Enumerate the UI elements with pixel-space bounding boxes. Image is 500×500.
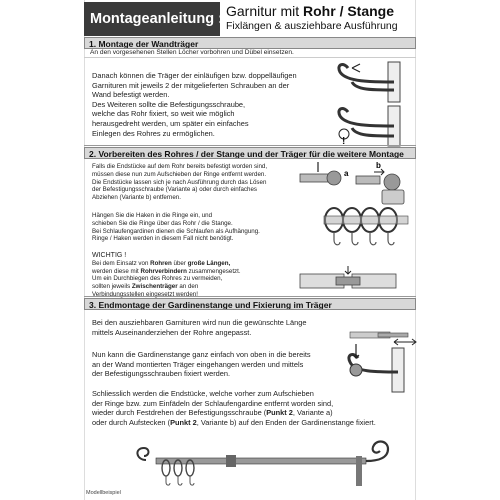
text-line: Schliesslich werden die Endstücke, welche vorher zum Aufschieben	[92, 389, 314, 398]
text-line: Garnituren mit jeweils 2 der mitgelieferten Schrauben an der	[92, 80, 290, 90]
text-bold: Zwischenträger	[131, 283, 178, 291]
wall-bracket-illustration	[332, 60, 412, 150]
text-line: Einlegen des Rohres zu ermöglichen.	[92, 128, 215, 138]
variant-a-label: a	[344, 169, 349, 178]
header	[84, 2, 416, 36]
text-line: schieben Sie die Ringe über das Rohr / die Stange.	[92, 219, 233, 227]
text-line	[92, 418, 376, 428]
text-line: Danach können die Träger der einläufigen bzw. doppelläufigen	[92, 71, 297, 80]
section2-heading: 2. Vorbereiten des Rohres / der Stange und der Träger für die weitere Montage	[84, 147, 416, 159]
subtitle-prefix: Garnitur mit	[226, 3, 304, 19]
warning-box	[92, 252, 241, 299]
section2-paragraph2	[92, 212, 260, 243]
warning-line4	[92, 283, 241, 291]
text-line: müssen diese nun zum Aufschieben der Ringe entfernt werden.	[92, 170, 267, 178]
text-span: werden diese mit	[92, 267, 141, 275]
text-span: an den	[177, 283, 199, 291]
text-span: , Variante b) auf den Enden der Gardinenstange fixiert.	[196, 417, 376, 427]
text-line: der Ringe bzw. zum Einfädeln der Schlaufengardine entfernt worden sind,	[92, 398, 334, 408]
text-span: sollten jeweils	[92, 283, 132, 291]
section3-heading: 3. Endmontage der Gardinenstange und Fixierung im Träger	[84, 298, 416, 310]
text-line: welche das Rohr fixiert, so weit wie möglich	[92, 109, 235, 119]
text-line: Ringe / Haken werden in diesem Fall nicht benötigt.	[92, 235, 234, 243]
text-span: , Variante a)	[292, 408, 333, 418]
text-line: Nun kann die Gardinenstange ganz einfach von oben in die bereits	[92, 350, 311, 359]
text-line: Hängen Sie die Haken in die Ringe ein, und	[92, 212, 213, 219]
text-line	[92, 408, 376, 418]
text-line: mittels Auseinanderziehen der Rohre angepasst.	[92, 327, 252, 337]
warning-line5: Verbindungsstellen eingesetzt werden!	[92, 290, 198, 298]
text-line: Falls die Endstücke auf dem Rohr bereits befestigt worden sind,	[92, 163, 268, 170]
variant-b-label: b	[376, 161, 381, 170]
text-line: Abziehen (Variante b) entfernen.	[92, 194, 181, 202]
text-span: oder durch Aufstecken (	[92, 417, 171, 427]
model-example-note: Modellbeispiel	[86, 490, 121, 496]
section2-paragraph1	[92, 163, 267, 202]
header-subtitle	[226, 3, 418, 33]
text-bold: Punkt 2	[266, 408, 293, 418]
finished-curtain-rod-illustration	[86, 438, 416, 498]
subtitle-line1	[226, 3, 418, 20]
text-bold: Rohrverbindern	[140, 267, 187, 275]
text-line: Bei den ausziehbaren Garnituren wird nun die gewünschte Länge	[92, 318, 307, 327]
page-title: Montageanleitung :	[84, 2, 220, 36]
text-bold: Rohren	[150, 259, 172, 267]
warning-line3: Um ein Durchbiegen des Rohres zu vermeiden,	[92, 275, 223, 283]
section1-paragraph1	[92, 71, 297, 138]
subtitle-line2: Fixlängen & ausziehbare Ausführung	[226, 20, 398, 32]
section1-heading: 1. Montage der Wandträger	[84, 37, 416, 49]
endpiece-variants-illustration	[300, 160, 410, 210]
divider	[84, 296, 416, 297]
subtitle-bold: Rohr / Stange	[303, 3, 395, 19]
text-line: herausgedreht werden, um später ein einfaches	[92, 118, 249, 128]
section3-paragraph3	[92, 389, 376, 427]
text-span: wieder durch Festdrehen der Befestigungsschraube (	[92, 408, 267, 418]
text-line: Die Endstücke lassen sich je nach Ausführung durch das Lösen	[92, 178, 267, 186]
text-line: an der Wand montierten Träger eingehangen werden und mittels	[92, 359, 304, 369]
section3-paragraph2	[92, 350, 311, 379]
text-bold: Punkt 2	[170, 417, 197, 427]
divider	[84, 145, 416, 146]
text-span: über	[171, 259, 188, 267]
text-span: Bei dem Einsatz von	[92, 259, 151, 267]
warning-line1	[92, 260, 241, 268]
warning-line2	[92, 268, 241, 276]
section3-paragraph1	[92, 318, 306, 337]
text-line: Des Weiteren sollte die Befestigungsschraube,	[92, 99, 246, 109]
rings-hooks-illustration	[322, 204, 412, 264]
text-bold: große Längen,	[187, 259, 231, 267]
text-line: der Befestigungsschrauben fixiert werden.	[92, 369, 231, 379]
svg-text:!: !	[342, 136, 346, 147]
section1-note: An den vorgesehenen Stellen Löcher vorbohren und Dübel einsetzen.	[84, 48, 416, 58]
warning-title: WICHTIG !	[92, 252, 127, 259]
text-line: Wand befestigt werden.	[92, 90, 170, 100]
text-line: der Befestigungsschraube (Variante a) oder durch einfaches	[92, 186, 257, 194]
text-line: Bei Schlaufengardinen dienen die Schlaufen als Aufhängung.	[92, 227, 260, 235]
text-span: zusammengesetzt.	[186, 267, 241, 275]
